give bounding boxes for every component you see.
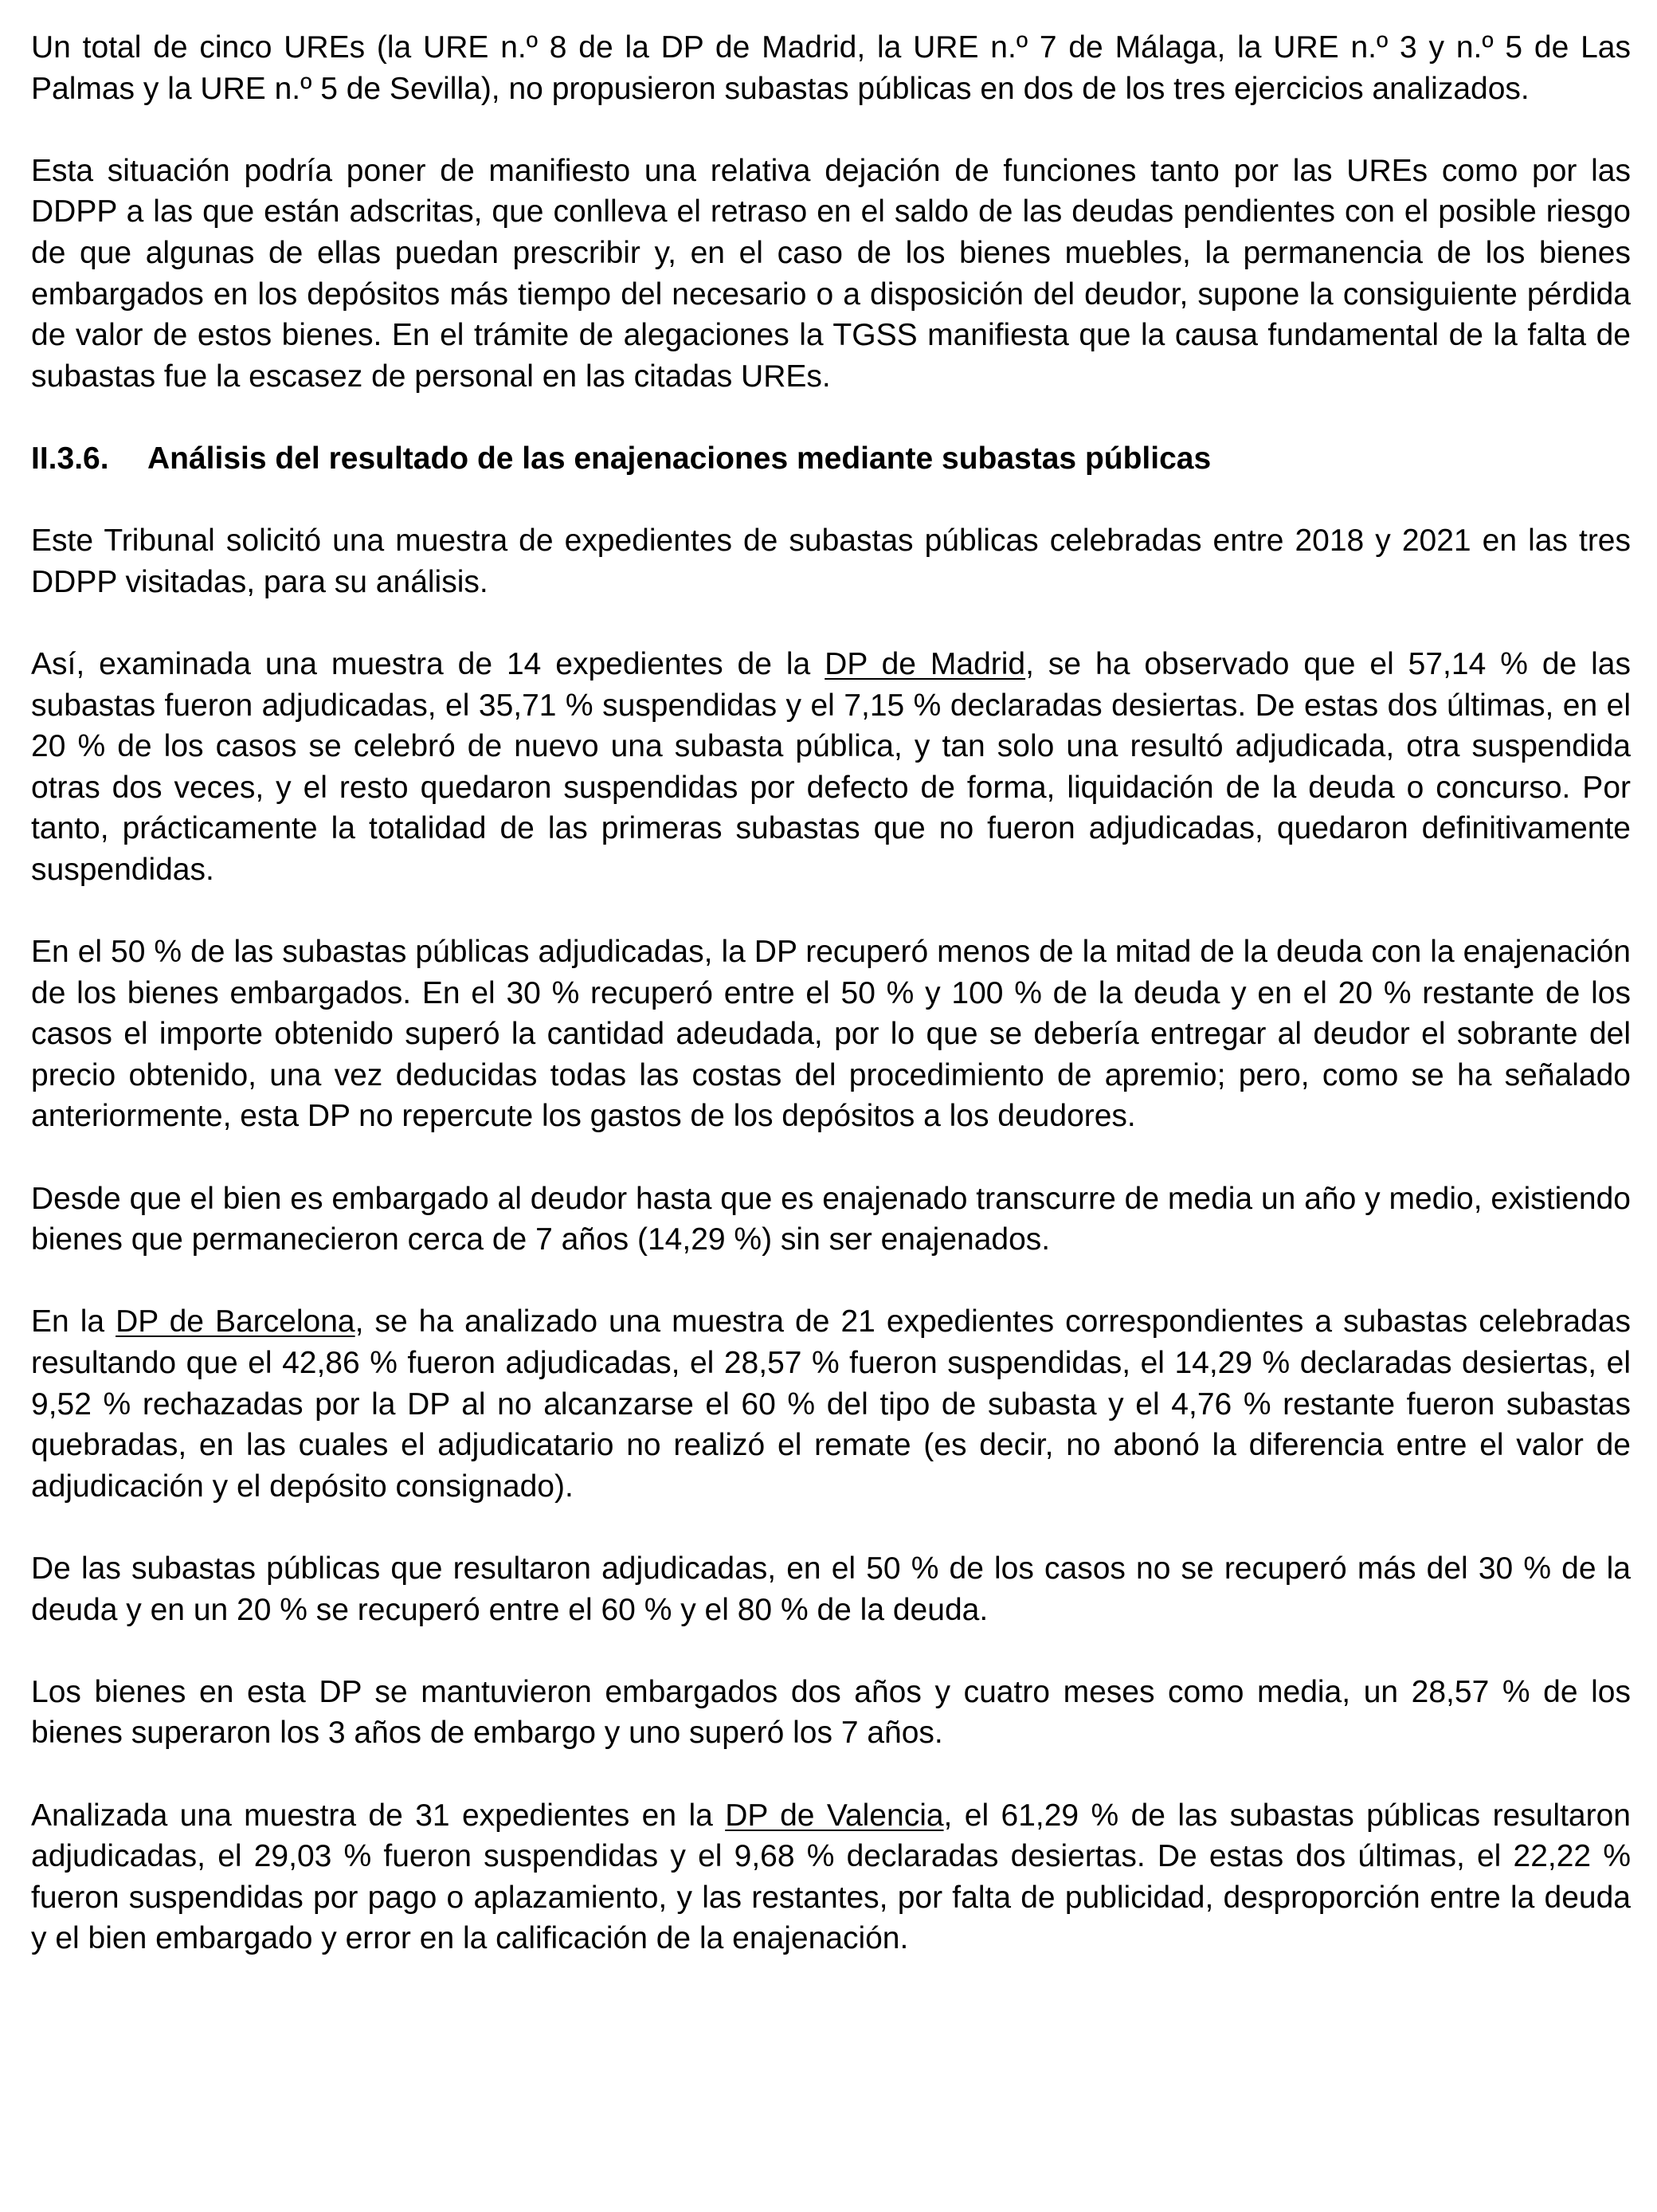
paragraph-madrid-tiempo: Desde que el bien es embargado al deudor hasta que es enajenado transcurre de media un año y medio, existiendo bienes que permanecieron cerca de 7 años (14,29 %) sin ser enajenados. [31,1181,1631,1257]
paragraph-valencia [31,1795,1631,1959]
dp-barcelona-underlined: DP de Barcelona [116,1304,355,1339]
section-title: Análisis del resultado de las enajenaciones mediante subastas públicas [147,441,1212,476]
dp-valencia-underlined: DP de Valencia [725,1798,944,1833]
text: Así, examinada una muestra de 14 expedientes de la [31,646,825,681]
paragraph-barcelona [31,1301,1631,1507]
paragraph-ures-sin-subastas: Un total de cinco UREs (la URE n.º 8 de la DP de Madrid, la URE n.º 7 de Málaga, la URE n.º 3 y n.º 5 de Las Palmas y la URE n.º 5 de Sevilla), no propusieron subastas públicas en dos de los tres ejercicios analizados. [31,30,1631,106]
text: En la [31,1304,116,1339]
paragraph-barcelona-recuperacion: De las subastas públicas que resultaron adjudicadas, en el 50 % de los casos no se recuperó más del 30 % de la deuda y en un 20 % se recuperó entre el 60 % y el 80 % de la deuda. [31,1551,1631,1627]
paragraph-dejacion-funciones: Esta situación podría poner de manifiesto una relativa dejación de funciones tanto por las UREs como por las DDPP a las que están adscritas, que conlleva el retraso en el saldo de las deudas pendientes con el posible riesgo de que algunas de ellas puedan prescribir y, en el caso de los bienes muebles, la permanencia de los bienes embargados en los depósitos más tiempo del necesario o a disposición del deudor, supone la consiguiente pérdida de valor de estos bienes. En el trámite de alegaciones la TGSS manifiesta que la causa fundamental de la falta de subastas fue la escasez de personal en las citadas UREs. [31,153,1631,394]
document-page [31,27,1631,2001]
section-heading [31,438,1631,480]
section-number: II.3.6. [31,441,109,476]
text: Analizada una muestra de 31 expedientes en la [31,1798,726,1833]
dp-madrid-underlined: DP de Madrid [825,646,1026,681]
paragraph-tribunal: Este Tribunal solicitó una muestra de expedientes de subastas públicas celebradas entre 2018 y 2021 en las tres DDPP visitadas, para su análisis. [31,524,1631,599]
text: , se ha observado que el 57,14 % de las subastas fueron adjudicadas, el 35,71 % suspendidas y el 7,15 % declaradas desiertas. De estas dos últimas, en el 20 % de los casos se celebró de nuevo una subasta pública, y tan solo una resultó adjudicada, otra suspendida otras dos veces, y el resto quedaron suspendidas por defecto de forma, liquidación de la deuda o concurso. Por tanto, prácticamente la totalidad de las primeras subastas que no fueron adjudicadas, quedaron definitivamente suspendidas. [31,646,1631,887]
paragraph-madrid [31,644,1631,891]
text: , se ha analizado una muestra de 21 expedientes correspondientes a subastas celebradas resultando que el 42,86 % fueron adjudicadas, el 28,57 % fueron suspendidas, el 14,29 % declaradas desiertas, el 9,52 % rechazadas por la DP al no alcanzarse el 60 % del tipo de subasta y el 4,76 % restante fueron subastas quebradas, en las cuales el adjudicatario no realizó el remate (es decir, no abonó la diferencia entre el valor de adjudicación y el depósito consignado). [31,1304,1631,1504]
paragraph-barcelona-tiempo: Los bienes en esta DP se mantuvieron embargados dos años y cuatro meses como media, un 28,57 % de los bienes superaron los 3 años de embargo y uno superó los 7 años. [31,1674,1631,1751]
paragraph-madrid-recuperacion: En el 50 % de las subastas públicas adjudicadas, la DP recuperó menos de la mitad de la deuda con la enajenación de los bienes embargados. En el 30 % recuperó entre el 50 % y 100 % de la deuda y en el 20 % restante de los casos el importe obtenido superó la cantidad adeudada, por lo que se debería entregar al deudor el sobrante del precio obtenido, una vez deducidas todas las costas del procedimiento de apremio; pero, como se ha señalado anteriormente, esta DP no repercute los gastos de los depósitos a los deudores. [31,935,1631,1134]
text: , el 61,29 % de las subastas públicas resultaron adjudicadas, el 29,03 % fueron suspendidas y el 9,68 % declaradas desiertas. De estas dos últimas, el 22,22 % fueron suspendidas por pago o aplazamiento, y las restantes, por falta de publicidad, desproporción entre la deuda y el bien embargado y error en la calificación de la enajenación. [31,1798,1631,1956]
